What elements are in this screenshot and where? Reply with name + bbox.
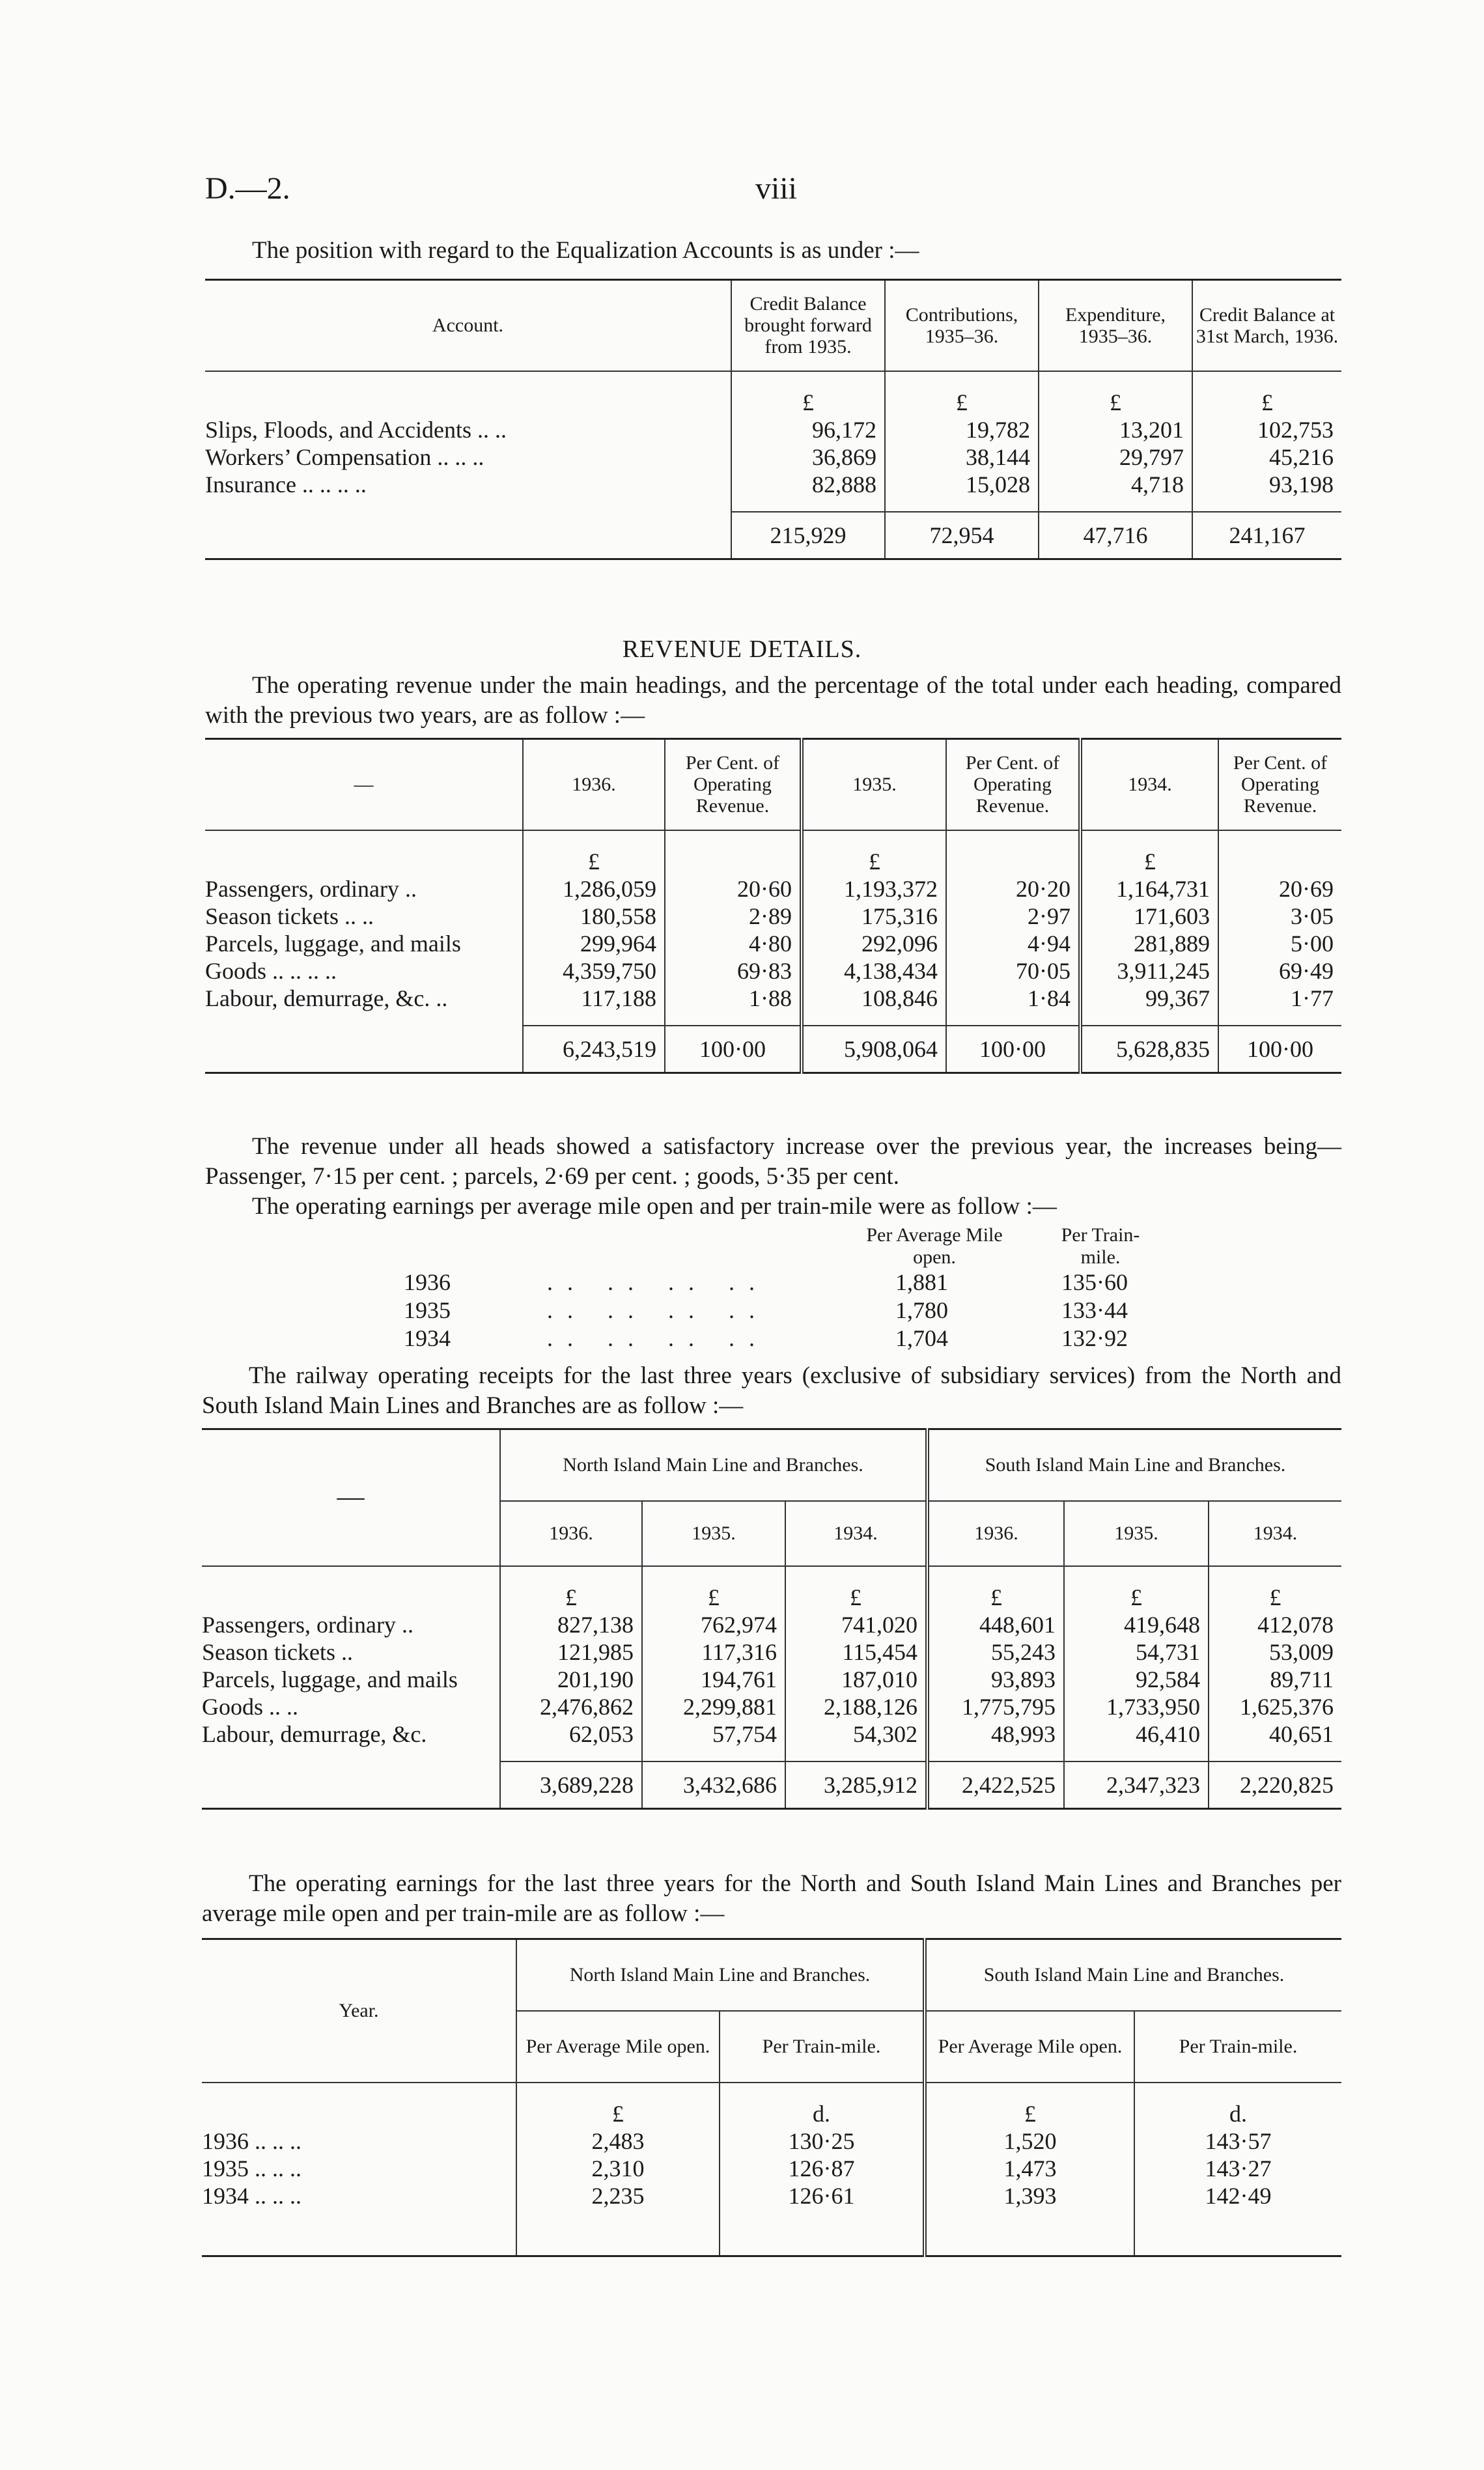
island-earnings-intro: The operating earnings for the last three years for the North and South Island Main Lines and Branches per average mile open and per train-mile are as follow :—	[202, 1870, 1341, 1927]
table-cell: 741,020	[785, 1611, 927, 1638]
total-cell: 100·00	[665, 1026, 802, 1073]
table-row	[205, 471, 1341, 512]
table-cell: 2,188,126	[785, 1693, 927, 1720]
col-header-per-train-mile: Per Train-mile.	[1061, 1224, 1140, 1268]
table-cell: 1,520	[925, 2127, 1134, 2155]
table-cell: 175,316	[802, 903, 946, 930]
table-cell: 143·57	[1134, 2127, 1341, 2155]
revenue-intro: The operating revenue under the main headings, and the percentage of the total under each heading, compared with the previous two years, are as follow :—	[205, 672, 1341, 729]
table-cell: 201,190	[500, 1666, 642, 1693]
row-label: 1934	[202, 2182, 249, 2209]
col-header-account: Account.	[205, 280, 731, 371]
leader-dots: .. .. .. ..	[547, 1269, 769, 1295]
table-row	[202, 2182, 1341, 2256]
leader-dots: .. .. ..	[249, 2182, 301, 2209]
row-label: Goods	[205, 957, 267, 984]
table-cell: 13,201	[1039, 416, 1192, 443]
col-header-year: 1935.	[642, 1501, 785, 1566]
table-row	[205, 443, 1341, 471]
table-cell: 1,393	[925, 2182, 1134, 2256]
table-cell: 36,869	[731, 443, 885, 471]
total-cell: 6,243,519	[523, 1026, 665, 1073]
table-cell: 62,053	[500, 1720, 642, 1761]
table-cell: 4,359,750	[523, 957, 665, 985]
row-label: 1936	[202, 2127, 249, 2154]
col-header-percent-1934: Per Cent. of Operating Revenue.	[1218, 739, 1341, 830]
row-label: Passengers, ordinary	[202, 1611, 396, 1638]
table-cell: 48,993	[927, 1720, 1064, 1761]
document-code: D.—2.	[205, 171, 290, 206]
total-cell: 5,628,835	[1080, 1026, 1218, 1073]
col-header-per-average-mile: Per Average Mile open.	[925, 2011, 1134, 2083]
table-cell: 2,476,862	[500, 1693, 642, 1720]
table-row	[205, 957, 1341, 985]
revenue-increase-paragraph: The revenue under all heads showed a satisfactory increase over the previous year, the increases being—Passenger, 7·15 per cent. ; parcels, 2·69 per cent. ; goods, 5·35 per cent.	[205, 1133, 1341, 1190]
table-cell: 53,009	[1209, 1638, 1341, 1666]
unit-symbol: £	[885, 371, 1039, 416]
unit-symbol: £	[927, 1566, 1064, 1611]
table-row	[202, 1720, 1341, 1761]
row-label: Insurance	[205, 471, 296, 498]
table-cell: 19,782	[885, 416, 1039, 443]
row-label: Parcels, luggage, and mails	[205, 930, 461, 957]
year-label: 1935	[404, 1297, 451, 1323]
unit-symbol: £	[785, 1566, 927, 1611]
table-cell: 1·77	[1218, 985, 1341, 1026]
table-cell: 15,028	[885, 471, 1039, 512]
table-cell: 1·84	[946, 985, 1080, 1026]
leader-dots: .. .. .. ..	[547, 1325, 769, 1351]
col-header-north-island: North Island Main Line and Branches.	[516, 1939, 925, 2011]
table-cell: 69·49	[1218, 957, 1341, 985]
table-row	[205, 875, 1341, 903]
col-header-brought-forward: Credit Balance brought forward from 1935.	[731, 280, 885, 371]
table-cell: 93,198	[1192, 471, 1341, 512]
table-cell: 2,299,881	[642, 1693, 785, 1720]
unit-symbol: £	[642, 1566, 785, 1611]
col-header-year: 1934.	[785, 1501, 927, 1566]
total-cell: 241,167	[1192, 512, 1341, 559]
table-cell: 117,188	[523, 985, 665, 1026]
table-cell: 54,731	[1064, 1638, 1209, 1666]
col-header-contributions: Contributions, 1935–36.	[885, 280, 1039, 371]
total-cell: 215,929	[731, 512, 885, 559]
leader-dots: .. .. .. ..	[547, 1297, 769, 1323]
equalization-table	[205, 279, 1341, 560]
total-cell: 100·00	[946, 1026, 1080, 1073]
table-cell: 54,302	[785, 1720, 927, 1761]
table-cell: 132·92	[1061, 1325, 1128, 1351]
table-cell: 4,718	[1039, 471, 1192, 512]
table-cell: 4,138,434	[802, 957, 946, 985]
table-cell: 45,216	[1192, 443, 1341, 471]
table-row	[205, 985, 1341, 1026]
table-cell: 1,193,372	[802, 875, 946, 903]
table-cell: 126·61	[720, 2182, 925, 2256]
leader-dots: .. ..	[263, 1693, 299, 1720]
table-cell: 3·05	[1218, 903, 1341, 930]
table-cell: 292,096	[802, 930, 946, 957]
total-cell: 3,432,686	[642, 1761, 785, 1809]
section-title-revenue: REVENUE DETAILS.	[622, 636, 862, 663]
col-header-north-island: North Island Main Line and Branches.	[500, 1429, 927, 1501]
row-label: Season tickets	[202, 1638, 335, 1665]
table-row	[202, 1666, 1341, 1693]
table-cell: 20·60	[665, 875, 802, 903]
row-label: Labour, demurrage, &c.	[202, 1721, 427, 1747]
unit-symbol: £	[516, 2083, 720, 2127]
table-cell: 1,775,795	[927, 1693, 1064, 1720]
table-cell: 142·49	[1134, 2182, 1341, 2256]
col-header-year: 1934.	[1209, 1501, 1341, 1566]
table-row	[205, 930, 1341, 957]
leader-dots: .. ..	[338, 903, 374, 929]
leader-dots: .. .. ..	[249, 2127, 301, 2154]
table-cell: 130·25	[720, 2127, 925, 2155]
table-cell: 281,889	[1080, 930, 1218, 957]
table-cell: 2,483	[516, 2127, 720, 2155]
row-label: Parcels, luggage, and mails	[202, 1666, 458, 1692]
table-cell: 29,797	[1039, 443, 1192, 471]
table-cell: 55,243	[927, 1638, 1064, 1666]
table-cell: 1,881	[895, 1269, 948, 1295]
col-header-1934: 1934.	[1080, 739, 1218, 830]
table-cell: 762,974	[642, 1611, 785, 1638]
total-cell: 72,954	[885, 512, 1039, 559]
col-header-per-average-mile: Per Average Mile open.	[866, 1224, 1003, 1268]
col-header-1936: 1936.	[523, 739, 665, 830]
col-header-south-island: South Island Main Line and Branches.	[925, 1939, 1341, 2011]
island-earnings-table	[202, 1938, 1341, 2257]
total-cell: 2,422,525	[927, 1761, 1064, 1809]
col-header-south-island: South Island Main Line and Branches.	[927, 1429, 1341, 1501]
col-header-percent-1936: Per Cent. of Operating Revenue.	[665, 739, 802, 830]
unit-symbol: £	[1209, 1566, 1341, 1611]
table-cell: 1,780	[895, 1297, 948, 1323]
unit-symbol: £	[731, 371, 885, 416]
table-cell: 3,911,245	[1080, 957, 1218, 985]
table-cell: 92,584	[1064, 1666, 1209, 1693]
table-cell: 108,846	[802, 985, 946, 1026]
totals-row	[205, 512, 1341, 559]
col-header-expenditure: Expenditure, 1935–36.	[1039, 280, 1192, 371]
table-cell: 40,651	[1209, 1720, 1341, 1761]
totals-row	[205, 1026, 1341, 1073]
table-cell: 133·44	[1061, 1297, 1128, 1323]
col-header-percent-1935: Per Cent. of Operating Revenue.	[946, 739, 1080, 830]
year-label: 1936	[404, 1269, 451, 1295]
leader-dots: .. .. .. ..	[266, 957, 337, 984]
table-cell: 20·20	[946, 875, 1080, 903]
col-header-year: Year.	[339, 2000, 379, 2022]
page-number: viii	[755, 171, 798, 206]
table-row	[202, 1693, 1341, 1720]
totals-row	[202, 1761, 1341, 1809]
table-cell: 1,733,950	[1064, 1693, 1209, 1720]
unit-symbol: £	[1039, 371, 1192, 416]
table-cell: 412,078	[1209, 1611, 1341, 1638]
col-header-dash: —	[205, 739, 523, 830]
unit-symbol: £	[1080, 830, 1218, 875]
total-cell: 100·00	[1218, 1026, 1341, 1073]
table-cell: 102,753	[1192, 416, 1341, 443]
leader-dots: .. .. .. ..	[296, 471, 367, 498]
row-label: Goods	[202, 1693, 264, 1720]
revenue-table	[205, 738, 1341, 1074]
table-cell: 70·05	[946, 957, 1080, 985]
col-header-credit-balance: Credit Balance at 31st March, 1936.	[1192, 280, 1341, 371]
table-cell: 99,367	[1080, 985, 1218, 1026]
table-cell: 135·60	[1061, 1269, 1128, 1295]
table-row	[202, 1638, 1341, 1666]
list-item	[404, 1297, 1185, 1325]
table-cell: 46,410	[1064, 1720, 1209, 1761]
row-label: Season tickets	[205, 903, 339, 929]
table-cell: 1,286,059	[523, 875, 665, 903]
table-cell: 2,235	[516, 2182, 720, 2256]
table-cell: 1,473	[925, 2155, 1134, 2182]
leader-dots: ..	[430, 985, 448, 1011]
leader-dots: ..	[395, 1611, 413, 1638]
leader-dots: .. .. ..	[249, 2155, 301, 2182]
table-cell: 96,172	[731, 416, 885, 443]
total-cell: 2,347,323	[1064, 1761, 1209, 1809]
row-label: Slips, Floods, and Accidents	[205, 416, 472, 443]
table-cell: 1,704	[895, 1325, 948, 1351]
table-cell: 69·83	[665, 957, 802, 985]
row-label: Labour, demurrage, &c.	[205, 985, 430, 1011]
table-row	[202, 2155, 1341, 2182]
table-cell: 1,164,731	[1080, 875, 1218, 903]
table-cell: 121,985	[500, 1638, 642, 1666]
col-header-per-average-mile: Per Average Mile open.	[516, 2011, 720, 2083]
earnings-intro: The operating earnings per average mile open and per train-mile were as follow :—	[252, 1193, 1057, 1220]
receipts-table	[202, 1428, 1341, 1810]
table-row	[205, 903, 1341, 930]
table-row	[202, 1611, 1341, 1638]
col-header-per-train-mile: Per Train-mile.	[1134, 2011, 1341, 2083]
table-cell: 4·80	[665, 930, 802, 957]
table-row	[202, 2127, 1341, 2155]
table-cell: 419,648	[1064, 1611, 1209, 1638]
table-cell: 57,754	[642, 1720, 785, 1761]
receipts-intro: The railway operating receipts for the last three years (exclusive of subsidiary services) from the North and South Island Main Lines and Branches are as follow :—	[202, 1362, 1341, 1419]
table-cell: 38,144	[885, 443, 1039, 471]
table-cell: 2·97	[946, 903, 1080, 930]
row-label: 1935	[202, 2155, 249, 2182]
table-cell: 20·69	[1218, 875, 1341, 903]
table-cell: 180,558	[523, 903, 665, 930]
unit-symbol: £	[1064, 1566, 1209, 1611]
unit-symbol: £	[1192, 371, 1341, 416]
table-cell: 2·89	[665, 903, 802, 930]
table-cell: 299,964	[523, 930, 665, 957]
table-cell: 187,010	[785, 1666, 927, 1693]
table-cell: 1,625,376	[1209, 1693, 1341, 1720]
col-header-year: 1935.	[1064, 1501, 1209, 1566]
table-cell: 115,454	[785, 1638, 927, 1666]
row-label: Workers’ Compensation	[205, 443, 432, 470]
unit-symbol: d.	[720, 2083, 925, 2127]
table-cell: 93,893	[927, 1666, 1064, 1693]
col-header-year: 1936.	[500, 1501, 642, 1566]
table-cell: 5·00	[1218, 930, 1341, 957]
leader-dots: .. ..	[471, 416, 507, 443]
col-header-dash: —	[337, 1482, 365, 1513]
unit-symbol: £	[925, 2083, 1134, 2127]
leader-dots: .. .. ..	[431, 443, 484, 470]
unit-symbol: £	[500, 1566, 642, 1611]
equalization-intro: The position with regard to the Equalization Accounts is as under :—	[252, 237, 919, 264]
total-cell: 47,716	[1039, 512, 1192, 559]
col-header-year: 1936.	[927, 1501, 1064, 1566]
total-cell: 5,908,064	[802, 1026, 946, 1073]
unit-symbol: £	[802, 830, 946, 875]
table-cell: 82,888	[731, 471, 885, 512]
table-cell: 171,603	[1080, 903, 1218, 930]
unit-symbol: £	[523, 830, 665, 875]
table-cell: 117,316	[642, 1638, 785, 1666]
table-cell: 89,711	[1209, 1666, 1341, 1693]
table-cell: 126·87	[720, 2155, 925, 2182]
list-item	[404, 1269, 1185, 1297]
total-cell: 3,689,228	[500, 1761, 642, 1809]
table-row	[205, 416, 1341, 443]
total-cell: 3,285,912	[785, 1761, 927, 1809]
leader-dots: ..	[399, 875, 417, 902]
leader-dots: ..	[335, 1638, 353, 1665]
table-cell: 827,138	[500, 1611, 642, 1638]
col-header-1935: 1935.	[802, 739, 946, 830]
earnings-list	[404, 1269, 1185, 1353]
total-cell: 2,220,825	[1209, 1761, 1341, 1809]
table-cell: 2,310	[516, 2155, 720, 2182]
list-item	[404, 1325, 1185, 1353]
col-header-per-train-mile: Per Train-mile.	[720, 2011, 925, 2083]
table-cell: 194,761	[642, 1666, 785, 1693]
unit-symbol: d.	[1134, 2083, 1341, 2127]
table-cell: 4·94	[946, 930, 1080, 957]
table-cell: 143·27	[1134, 2155, 1341, 2182]
table-cell: 448,601	[927, 1611, 1064, 1638]
row-label: Passengers, ordinary	[205, 875, 399, 902]
table-cell: 1·88	[665, 985, 802, 1026]
year-label: 1934	[404, 1325, 451, 1351]
